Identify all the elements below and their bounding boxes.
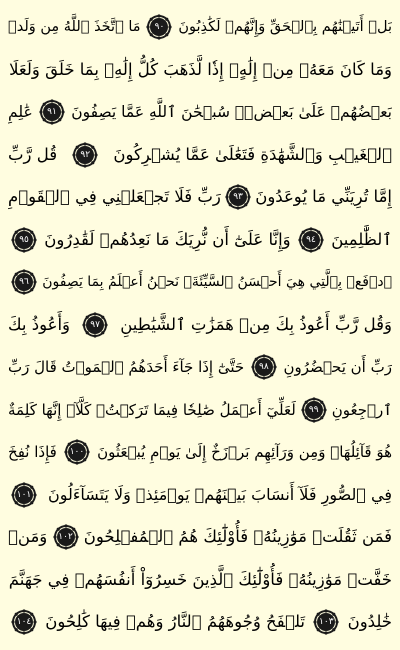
- verse-text: ٱلظَّٰلِمِينَ: [331, 229, 392, 249]
- verse-text: ٱلۡغَيۡبِ وَٱلشَّهَٰدَةِ فَتَعَٰلَىٰ عَمَّا يُشۡرِكُونَ: [113, 144, 392, 164]
- ayah-number: ١٠٠: [69, 447, 85, 458]
- text-line: [8, 304, 392, 347]
- ayah-number-marker: [146, 14, 172, 40]
- ayah-number-marker: [11, 269, 37, 295]
- ayah-number: ٩٢: [80, 149, 91, 160]
- ayah-number: ٩٣: [233, 192, 243, 203]
- text-line: [8, 389, 392, 432]
- verse-text: خَفَّتۡ مَوَٰزِينُهُۥ فَأُوْلَٰٓئِكَ ٱلَّذِينَ خَسِرُوٓاْ أَنفُسَهُمۡ فِي جَهَنَّمَ: [8, 569, 392, 589]
- text-line: [8, 6, 392, 49]
- verse-text: بَلۡ أَتَيۡنَٰهُم بِٱلۡحَقِّ وَإِنَّهُمۡ لَكَٰذِبُونَ: [178, 19, 392, 35]
- verse-text: فِي ٱلصُّورِ فَلَآ أَنسَابَ بَيۡنَهُمۡ يَوۡمَئِذٖ وَلَا يَتَسَآءَلُونَ: [48, 484, 392, 504]
- ayah-number-marker: [72, 142, 98, 168]
- verse-text: وَمَنۡ: [8, 527, 48, 546]
- text-line: [8, 49, 392, 92]
- ayah-number: ١٠٤: [16, 617, 32, 628]
- text-line: [8, 261, 392, 304]
- verse-text: رَبِّ أَن يَحۡضُرُونِ: [283, 358, 392, 376]
- ayah-number: ٩٤: [306, 234, 316, 245]
- ayah-number-marker: [313, 609, 339, 635]
- text-line: [8, 559, 392, 602]
- verse-text: فَمَن ثَقُلَتۡ مَوَٰزِينُهُۥ فَأُوْلَٰٓئِكَ هُمُ ٱلۡمُفۡلِحُونَ: [83, 527, 392, 546]
- ayah-number: ١٠١: [16, 489, 32, 500]
- text-line: [8, 601, 392, 644]
- verse-text: حَتَّىٰٓ إِذَا جَآءَ أَحَدَهُمُ ٱلۡمَوۡتُ قَالَ رَبِّ: [8, 358, 245, 376]
- text-line: [8, 176, 392, 219]
- ayah-number-marker: [11, 227, 37, 253]
- verse-text: قُل رَّبِّ: [8, 144, 58, 164]
- verse-text: مَا ٱتَّخَذَ ٱللَّهُ مِن وَلَدٖ: [8, 19, 141, 35]
- ayah-number-marker: [11, 609, 37, 635]
- ayah-number: ١٠٣: [319, 617, 334, 628]
- ayah-number-marker: [82, 312, 108, 338]
- text-line: [8, 134, 392, 177]
- ayah-number: ٩٩: [308, 404, 319, 415]
- ayah-number: ٩٦: [19, 277, 29, 288]
- ayah-number: ٩٨: [259, 362, 269, 373]
- verse-text: لَعَلِّيٓ أَعۡمَلُ صَٰلِحٗا فِيمَا تَرَكۡتُۚ كَلَّآۚ إِنَّهَا كَلِمَةٌ: [8, 400, 296, 419]
- ayah-number-marker: [39, 99, 65, 125]
- ayah-number: ٩٧: [90, 319, 100, 330]
- verse-text: عَٰلِمِ: [8, 103, 33, 121]
- text-line: [8, 219, 392, 262]
- verse-text: بَعۡضُهُمۡ عَلَىٰ بَعۡضٖۚ سُبۡحَٰنَ ٱللَّهِ عَمَّا يَصِفُونَ: [71, 103, 392, 121]
- ayah-number-marker: [301, 397, 327, 423]
- verse-text: رَبِّ فَلَا تَجۡعَلۡنِي فِي ٱلۡقَوۡمِ: [8, 187, 221, 206]
- verse-text: إِمَّا تُرِيَنِّي مَا يُوعَدُونَ: [255, 187, 392, 206]
- text-line: [8, 474, 392, 517]
- verse-text: ٱرۡجِعُونِ: [331, 400, 392, 419]
- ayah-number-marker: [64, 439, 90, 465]
- verse-text: ٱدۡفَعۡ بِٱلَّتِي هِيَ أَحۡسَنُ ٱلسَّيِّئَةَۚ نَحۡنُ أَعۡلَمُ بِمَا يَصِفُونَ: [42, 274, 392, 290]
- verse-text: خَٰلِدُونَ: [347, 612, 392, 631]
- text-line: [8, 516, 392, 559]
- verse-text: وَإِنَّا عَلَىٰٓ أَن نُّرِيَكَ مَا نَعِدُهُمۡ لَقَٰدِرُونَ: [44, 229, 291, 249]
- verse-text: وَقُل رَّبِّ أَعُوذُ بِكَ مِنۡ هَمَزَٰتِ ٱلشَّيَٰطِينِ: [120, 314, 392, 334]
- ayah-number-marker: [298, 227, 324, 253]
- verse-text: هُوَ قَآئِلُهَاۖ وَمِن وَرَآئِهِم بَرۡزَخٌ إِلَىٰ يَوۡمِ يُبۡعَثُونَ: [97, 443, 392, 461]
- ayah-number-marker: [251, 354, 277, 380]
- ayah-number: ٩٠: [154, 22, 165, 33]
- ayah-number: ٩١: [47, 107, 57, 118]
- ayah-number: ١٠٢: [58, 532, 73, 543]
- ayah-number: ٩٥: [19, 234, 29, 245]
- ayah-number-marker: [11, 482, 37, 508]
- text-line: [8, 431, 392, 474]
- verse-text: وَأَعُوذُ بِكَ: [8, 314, 71, 334]
- ayah-number-marker: [53, 524, 79, 550]
- text-line: [8, 346, 392, 389]
- quran-text-lines: [8, 6, 392, 644]
- verse-text: تَلۡفَحُ وُجُوهَهُمُ ٱلنَّارُ وَهُمۡ فِيهَا كَٰلِحُونَ: [45, 612, 306, 631]
- verse-text: فَإِذَا نُفِخَ: [8, 443, 57, 461]
- text-line: [8, 91, 392, 134]
- ayah-number-marker: [225, 184, 251, 210]
- verse-text: وَمَا كَانَ مَعَهُۥ مِنۡ إِلَٰهٍۚ إِذٗا لَّذَهَبَ كُلُّ إِلَٰهِۭ بِمَا خَلَقَ وَلَعَلَا: [9, 59, 392, 79]
